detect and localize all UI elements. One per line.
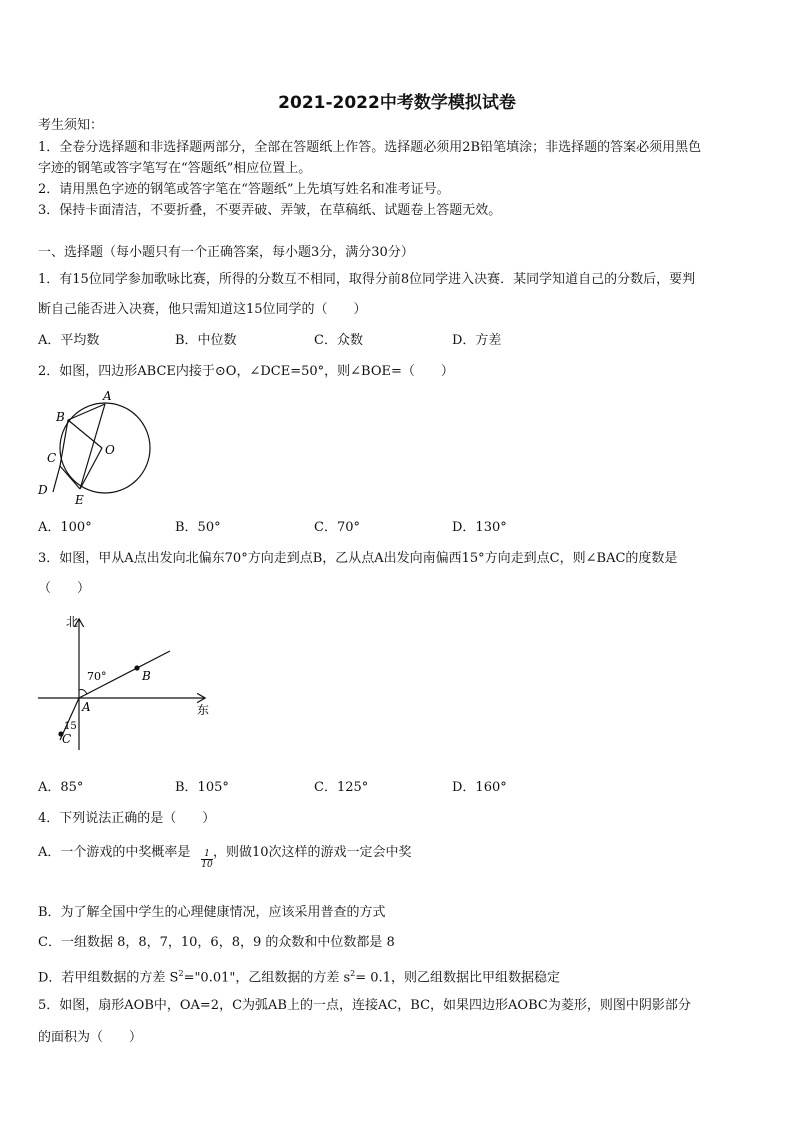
- segment-ae: [80, 404, 105, 489]
- q4-option-a-suffix: ，则做10次这样的游戏一定会中奖: [213, 845, 412, 860]
- q1-line-2: 断自己能否进入决赛，他只需知道这15位同学的（ ）: [38, 302, 367, 317]
- north-label: 北: [66, 615, 79, 629]
- label-e: E: [75, 493, 84, 507]
- angle-70-arc: [79, 690, 87, 695]
- label-b: B: [142, 669, 151, 683]
- q2-option-d: D．130°: [452, 520, 507, 535]
- q3-line-2: （ ）: [38, 581, 91, 596]
- label-b: B: [56, 410, 65, 424]
- superscript-2: 2: [350, 969, 356, 978]
- q4-option-a-prefix: A．一个游戏的中奖概率是: [38, 845, 191, 860]
- q1-line-1: 1．有15位同学参加歌咏比赛，所得的分数互不相同，取得分前8位同学进入决赛．某同学知道自己的分数后，要判: [38, 272, 696, 287]
- label-a: A: [82, 700, 91, 714]
- q3-option-c: C．125°: [314, 780, 369, 795]
- q3-line-1: 3．如图，甲从A点出发向北偏东70°方向走到点B，乙从点A出发向南偏西15°方向走到点C，则∠BAC的度数是: [38, 551, 678, 566]
- angle-70-label: 70°: [87, 670, 107, 683]
- notice-item-1-line-1: 1．全卷分选择题和非选择题两部分，全部在答题纸上作答。选择题必须用2B铅笔填涂；非选择题的答案必须用黑色: [38, 140, 702, 155]
- superscript-2: 2: [178, 969, 184, 978]
- q5-line-2: 的面积为（ ）: [38, 1030, 143, 1045]
- q3-direction-figure: [30, 610, 220, 756]
- label-c: C: [62, 732, 72, 746]
- label-c: C: [47, 451, 57, 465]
- point-b: [134, 665, 139, 670]
- q1-option-a: A．平均数: [38, 333, 100, 348]
- q1-option-d: D．方差: [452, 333, 502, 348]
- notice-item-3: 3．保持卡面清洁，不要折叠，不要弄破、弄皱，在草稿纸、试题卷上答题无效。: [38, 203, 502, 218]
- q2-option-a: A．100°: [38, 520, 92, 535]
- q3-option-b: B．105°: [175, 780, 229, 795]
- q1-option-c: C．众数: [314, 333, 363, 348]
- q4-option-d-prefix: D．若甲组数据的方差 S: [38, 970, 179, 986]
- quadrilateral-sides: [60, 404, 105, 489]
- fraction-denominator: 10: [201, 860, 213, 870]
- q4-option-a-fraction: [201, 849, 213, 870]
- q3-option-a: A．85°: [38, 780, 84, 795]
- angle-15-label: 15: [64, 721, 77, 732]
- notice-item-2: 2．请用黑色字迹的钢笔或答字笔在“答题纸”上先填写姓名和准考证号。: [38, 182, 450, 197]
- label-o: O: [105, 443, 115, 457]
- q4-option-d: [38, 965, 560, 987]
- notice-item-1-line-2: 字迹的钢笔或答字笔写在“答题纸”相应位置上。: [38, 161, 312, 176]
- fraction-numerator: 1: [204, 849, 210, 859]
- q4-option-d-middle: ="0.01"，乙组数据的方差 s: [183, 970, 351, 986]
- q2-option-c: C．70°: [314, 520, 360, 535]
- q2-option-b: B．50°: [175, 520, 221, 535]
- east-label: 东: [197, 703, 210, 717]
- page-title: 2021-2022中考数学模拟试卷: [278, 93, 516, 113]
- q4-option-c: C．一组数据 8，8，7，10，6，8，9 的众数和中位数都是 8: [38, 935, 395, 950]
- q2-circle-figure: [30, 388, 160, 510]
- q2-line-1: 2．如图，四边形ABCE内接于⊙O，∠DCE=50°，则∠BOE=（ ）: [38, 364, 454, 379]
- segment-cd: [53, 466, 60, 492]
- label-a: A: [103, 389, 112, 403]
- q4-option-b: B．为了解全国中学生的心理健康情况，应该采用普查的方式: [38, 905, 386, 920]
- segment-oe: [80, 448, 102, 489]
- q4-option-d-suffix: = 0.1，则乙组数据比甲组数据稳定: [355, 970, 560, 986]
- q3-option-d: D．160°: [452, 780, 507, 795]
- section-heading: 一、选择题（每小题只有一个正确答案，每小题3分，满分30分）: [38, 245, 414, 260]
- q5-line-1: 5．如图，扇形AOB中，OA=2，C为弧AB上的一点，连接AC，BC，如果四边形AOBC为菱形，则图中阴影部分: [38, 998, 691, 1013]
- q1-option-b: B．中位数: [175, 333, 237, 348]
- notice-heading: 考生须知：: [38, 118, 104, 133]
- q4-line-1: 4．下列说法正确的是（ ）: [38, 811, 216, 826]
- label-d: D: [38, 483, 48, 497]
- segment-bo: [68, 420, 102, 448]
